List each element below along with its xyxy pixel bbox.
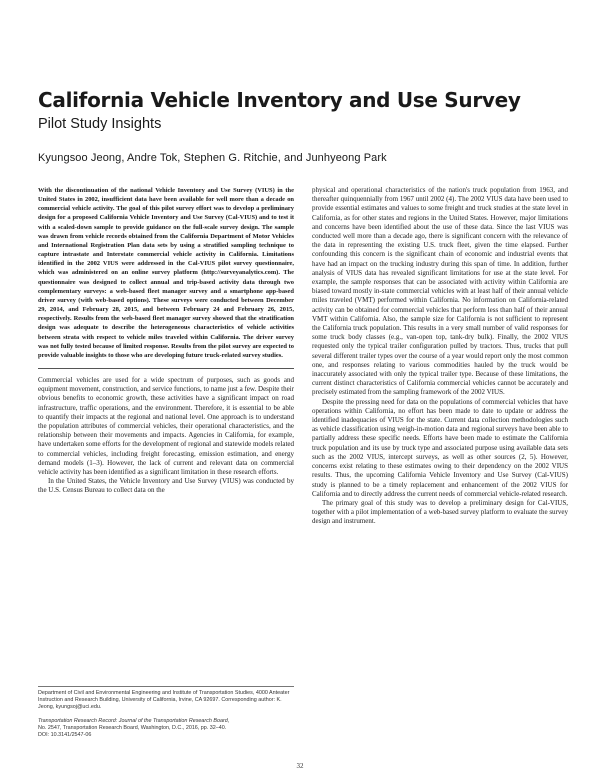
abstract: With the discontinuation of the national Vehicle Inventory and Use Survey (VIUS) in the United States in 2002, insufficient data have been available for well more than a decade on commercial vehicle activity. The goal of this pilot survey effort was to develop a preliminary design for a proposed California Vehicle Inventory and Use Survey (Cal-VIUS) and to test it with a scaled-down sample to provide guidance on the full-scale survey design. The sample was drawn from vehicle records obtained from the California Department of Motor Vehicles and International Registration Plan data sets by using a stratified sampling technique to capture intrastate and Interstate commercial vehicle activity in California. Limitations identified in the 2002 VIUS were addressed in the Cal-VIUS pilot survey questionnaire, which was administered on an online survey platform (http://surveyanalytics.com). The questionnaire was designed to collect annual and trip-based activity data through two complementary surveys: a web-based fleet manager survey and a smartphone app-based driver survey (with web-based options). These surveys were conducted between December 29, 2014, and February 28, 2015, and between February 24 and February 26, 2015, respectively. Results from the web-based fleet manager survey showed that the stratification design was adequate to describe the heterogeneous characteristics of vehicle activities between strata with respect to vehicle miles traveled within California. The driver survey was not fully tested because of limited response. Results from the pilot survey are expected to provide valuable insights to those who are developing future truck-related survey studies.	[38, 187, 294, 359]
right-column	[312, 186, 568, 527]
page-number: 32	[296, 762, 304, 770]
author-list: Kyungsoo Jeong, Andre Tok, Stephen G. Ritchie, and Junhyeong Park	[38, 152, 387, 164]
paper-title: California Vehicle Inventory and Use Survey	[38, 88, 521, 112]
affiliation-footnote	[38, 686, 294, 711]
abstract-divider	[38, 368, 294, 369]
body-paragraph: Commercial vehicles are used for a wide spectrum of purposes, such as goods and equipment movement, construction, and service functions, to name just a few. Despite their obvious benefits to economic growth, these activities have a significant impact on road infrastructure, traffic operations, and the environment. Therefore, it is essential to be able to quantify their impacts at the regional and national level. One approach is to understand the population attributes of commercial vehicles, their operational characteristics, and the relationship between their movements and impacts. Agencies in California, for example, have undertaken some efforts for the development of regional and statewide models related to commercial vehicles, including freight forecasting, emission estimation, and energy demand models (1–3). However, the lack of current and relevant data on commercial vehicle activity has been identified as a significant limitation in these research efforts.	[38, 375, 294, 476]
affiliation-text: Department of Civil and Environmental Engineering and Institute of Transportation Studies, 4000 Anteater Instruction and Research Building, University of California, Irvine, CA 92697. Corresponding author: K. Jeong, kyungsoj@uci.edu.	[38, 690, 290, 711]
left-column	[38, 186, 294, 496]
journal-doi: DOI: 10.3141/2547-06	[38, 732, 92, 739]
journal-line: Transportation Research Record: Journal of the Transportation Research Board,	[38, 718, 230, 724]
journal-citation	[38, 718, 294, 739]
body-paragraph: In the United States, the Vehicle Inventory and Use Survey (VIUS) was conducted by the U.S. Census Bureau to collect data on the	[38, 477, 294, 495]
journal-line: No. 2547, Transportation Research Board, Washington, D.C., 2016, pp. 32–40.	[38, 725, 227, 732]
paper-subtitle: Pilot Study Insights	[38, 116, 162, 132]
body-paragraph: physical and operational characteristics of the nation's truck population from 1963, and thereafter quinquennially from 1967 until 2002 (4). The 2002 VIUS data have been used to provide essential estimates and values to some freight and truck studies at the state level in California, as for other states and regions in the United States. However, major limitations and concerns have been identified about the use of these data. Since the last VIUS was conducted well more than a decade ago, there is significant concern with the relevance of the data in representing the existing U.S. truck fleet, given the time elapsed. Further confounding this concern is the significant chain of economic and industrial events that have had an impact on the trucking industry during this span of time. In addition, further analysis of VIUS data has revealed significant limitations for use at the state level. For example, the sample responses that can be associated with activity within California are biased toward mostly in-state commercial vehicles with at least half of their annual vehicle miles traveled (VMT) performed within California. No information on California-related activity can be obtained for commercial vehicles that perform less than half of their annual VMT within California. Also, the sample size for California is not sufficient to represent the California truck population. This results in a very small number of valid responses for some truck body classes (e.g., van-open top, tank-dry bulk). Finally, the 2002 VIUS requested only the typical trailer configuration pulled by tractors. Thus, trucks that pull several different trailer types over the course of a year would report only the most common one, and responses relating to various commodities hauled by the truck would be inaccurately associated with only the typical trailer type. Because of these limitations, the current distinct characteristics of California commercial vehicles cannot be accurately and precisely estimated from the sampling framework of the 2002 VIUS.	[312, 186, 568, 397]
footnote-divider	[38, 686, 294, 687]
body-paragraph: The primary goal of this study was to develop a preliminary design for Cal-VIUS, together with a pilot implementation of a web-based survey platform to evaluate the survey design and instrument.	[312, 498, 568, 526]
body-paragraph: Despite the pressing need for data on the populations of commercial vehicles that have operations within California, no effort has been made to date to update or address the identified inadequacies of VIUS for the state. Current data collection methodologies such as vehicle classification using weigh-in-motion data and regional surveys have been able to partially address these specific needs. Efforts have been made to estimate the California truck population and its use by truck type and associated purpose using available data sets such as the 2002 VIUS, intercept surveys, as well as other sources (2, 5). However, concerns exist relating to these estimates owing to their dependency on the 2002 VIUS results. Thus, the upcoming California Vehicle Inventory and Use Survey (Cal-VIUS) study is planned to be a timely replacement and enhancement of the 2002 VIUS for California and to directly address the current needs of commercial vehicle-related research.	[312, 397, 568, 498]
